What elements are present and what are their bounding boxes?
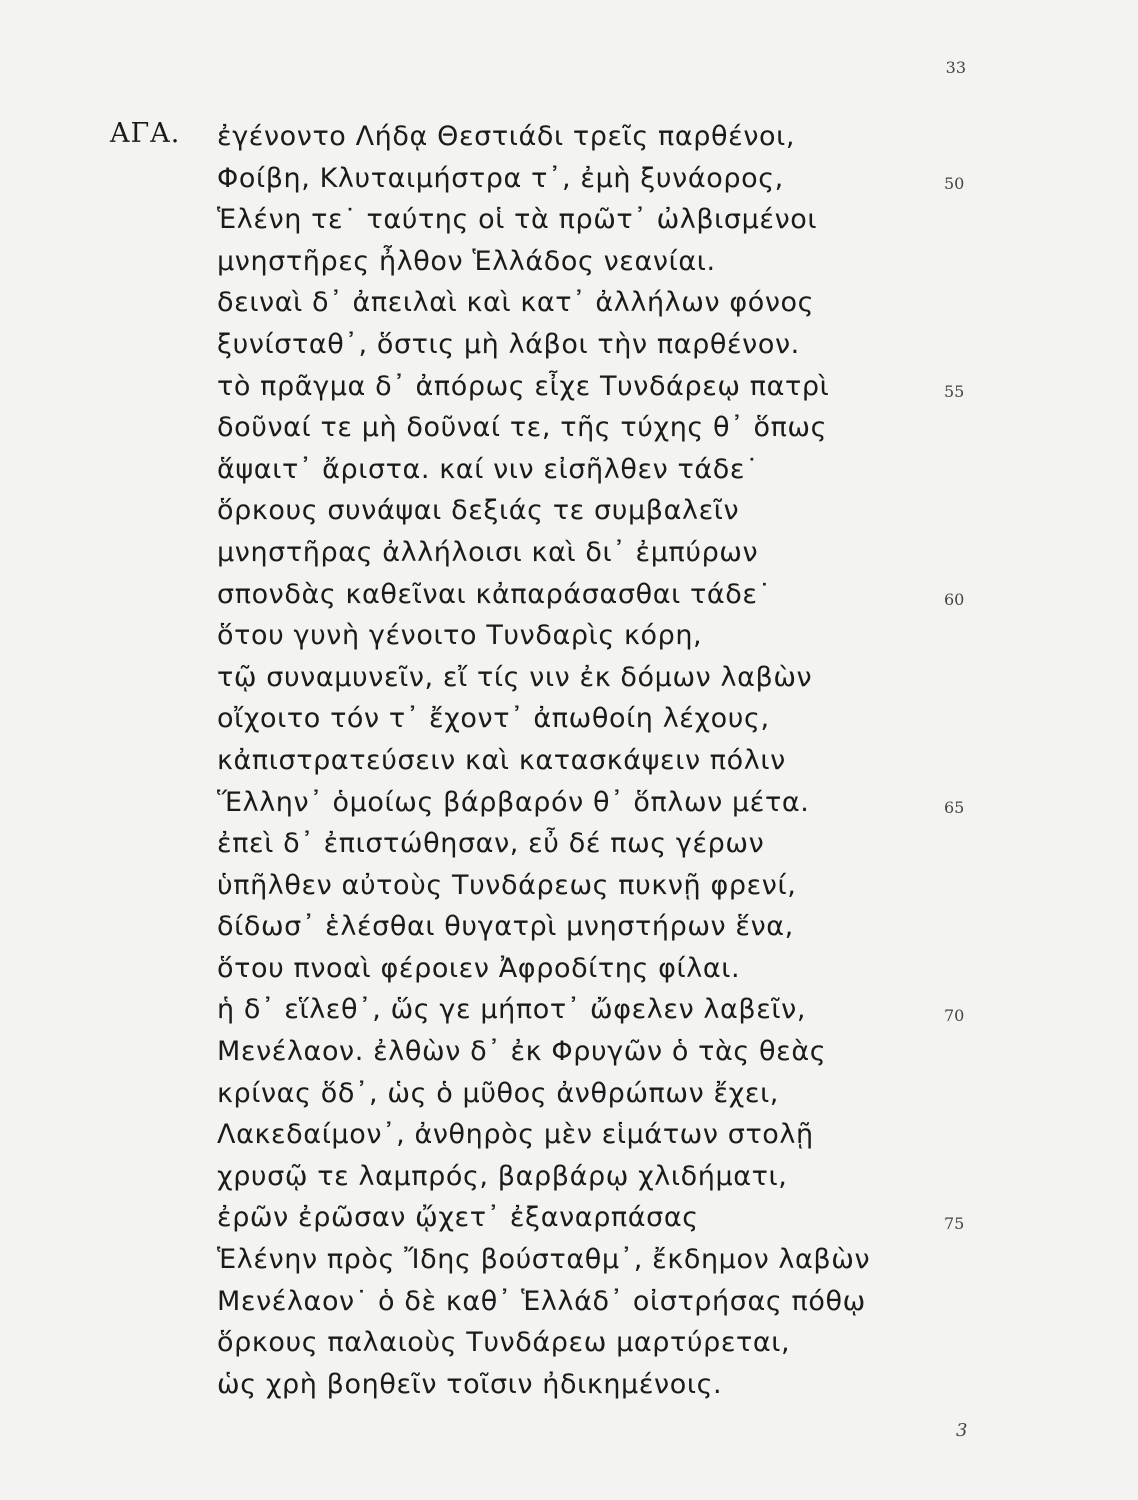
verse-line: Ἕλλην᾽ ὁμοίως βάρβαρόν θ᾽ ὅπλων μέτα.	[217, 786, 810, 818]
verse-line: Ἑλένην πρὸς Ἴδης βούσταθμ᾽, ἔκδημον λαβὼν	[217, 1244, 871, 1276]
line-number: 75	[944, 1213, 965, 1233]
verse-line: ὅρκους παλαιοὺς Τυνδάρεω μαρτύρεται,	[217, 1327, 791, 1359]
line-number: 70	[944, 1005, 965, 1025]
verse-line: ἐρῶν ἐρῶσαν ᾤχετ᾽ ἐξαναρπάσας	[217, 1202, 699, 1234]
verse-line: σπονδὰς καθεῖναι κἀπαράσασθαι τάδε˙	[217, 578, 772, 610]
speaker-label: ΑΓΑ.	[110, 118, 181, 149]
verse-line: τῷ συναμυνεῖν, εἴ τίς νιν ἐκ δόμων λαβὼν	[217, 661, 813, 693]
page-number: 33	[945, 58, 966, 77]
line-number: 50	[944, 173, 965, 193]
verse-line: ὅτου πνοαὶ φέροιεν Ἀφροδίτης φίλαι.	[217, 952, 741, 984]
verse-line: δίδωσ᾽ ἑλέσθαι θυγατρὶ μνηστήρων ἕνα,	[217, 911, 794, 943]
verse-line: κἀπιστρατεύσειν καὶ κατασκάψειν πόλιν	[217, 744, 786, 776]
verse-line: χρυσῷ τε λαμπρός, βαρβάρῳ χλιδήματι,	[217, 1160, 788, 1192]
line-number: 65	[944, 797, 965, 817]
verse-line: Λακεδαίμον᾽, ἀνθηρὸς μὲν εἱμάτων στολῇ	[217, 1119, 814, 1151]
line-number: 55	[944, 381, 965, 401]
verse-line: δειναὶ δ᾽ ἀπειλαὶ καὶ κατ᾽ ἀλλήλων φόνος	[217, 287, 815, 319]
verse-line: ἐπεὶ δ᾽ ἐπιστώθησαν, εὖ δέ πως γέρων	[217, 828, 765, 860]
verse-line: ὅρκους συνάψαι δεξιάς τε συμβαλεῖν	[217, 495, 740, 527]
verse-line: μνηστῆρας ἀλλήλοισι καὶ δι᾽ ἐμπύρων	[217, 536, 759, 568]
verse-line: Μενέλαον˙ ὁ δὲ καθ᾽ Ἑλλάδ᾽ οἰστρήσας πόθῳ	[217, 1285, 866, 1317]
verse-line: οἴχοιτο τόν τ᾽ ἔχοντ᾽ ἀπωθοίη λέχους,	[217, 703, 770, 735]
verse-line: τὸ πρᾶγμα δ᾽ ἀπόρως εἶχε Τυνδάρεῳ πατρὶ	[217, 370, 830, 402]
verse-block	[217, 116, 870, 1405]
line-number: 60	[944, 589, 965, 609]
verse-line: ξυνίσταθ᾽, ὅστις μὴ λάβοι τὴν παρθένον.	[217, 328, 800, 360]
verse-line: μνηστῆρες ἦλθον Ἑλλάδος νεανίαι.	[217, 245, 716, 277]
verse-line: ὑπῆλθεν αὐτοὺς Τυνδάρεως πυκνῇ φρενί,	[217, 869, 797, 901]
verse-line: ὡς χρὴ βοηθεῖν τοῖσιν ἠδικημένοις.	[217, 1368, 723, 1400]
verse-line: Μενέλαον. ἐλθὼν δ᾽ ἐκ Φρυγῶν ὁ τὰς θεὰς	[217, 1036, 827, 1068]
signature-mark: 3	[956, 1420, 968, 1441]
verse-line: κρίνας ὅδ᾽, ὡς ὁ μῦθος ἀνθρώπων ἔχει,	[217, 1077, 779, 1109]
verse-line: Φοίβη, Κλυταιμήστρα τ᾽, ἐμὴ ξυνάορος,	[217, 162, 784, 194]
verse-line: ἅψαιτ᾽ ἄριστα. καί νιν εἰσῆλθεν τάδε˙	[217, 453, 760, 485]
verse-line: ὅτου γυνὴ γένοιτο Τυνδαρὶς κόρη,	[217, 620, 703, 652]
verse-line: ἐγένοντο Λήδᾳ Θεστιάδι τρεῖς παρθένοι,	[217, 121, 796, 152]
verse-line: Ἑλένη τε˙ ταύτης οἱ τὰ πρῶτ᾽ ὠλβισμένοι	[217, 204, 818, 236]
verse-line: ἡ δ᾽ εἵλεθ᾽, ὥς γε μήποτ᾽ ὤφελεν λαβεῖν,	[217, 994, 807, 1026]
verse-line: δοῦναί τε μὴ δοῦναί τε, τῆς τύχης θ᾽ ὅπως	[217, 412, 828, 444]
